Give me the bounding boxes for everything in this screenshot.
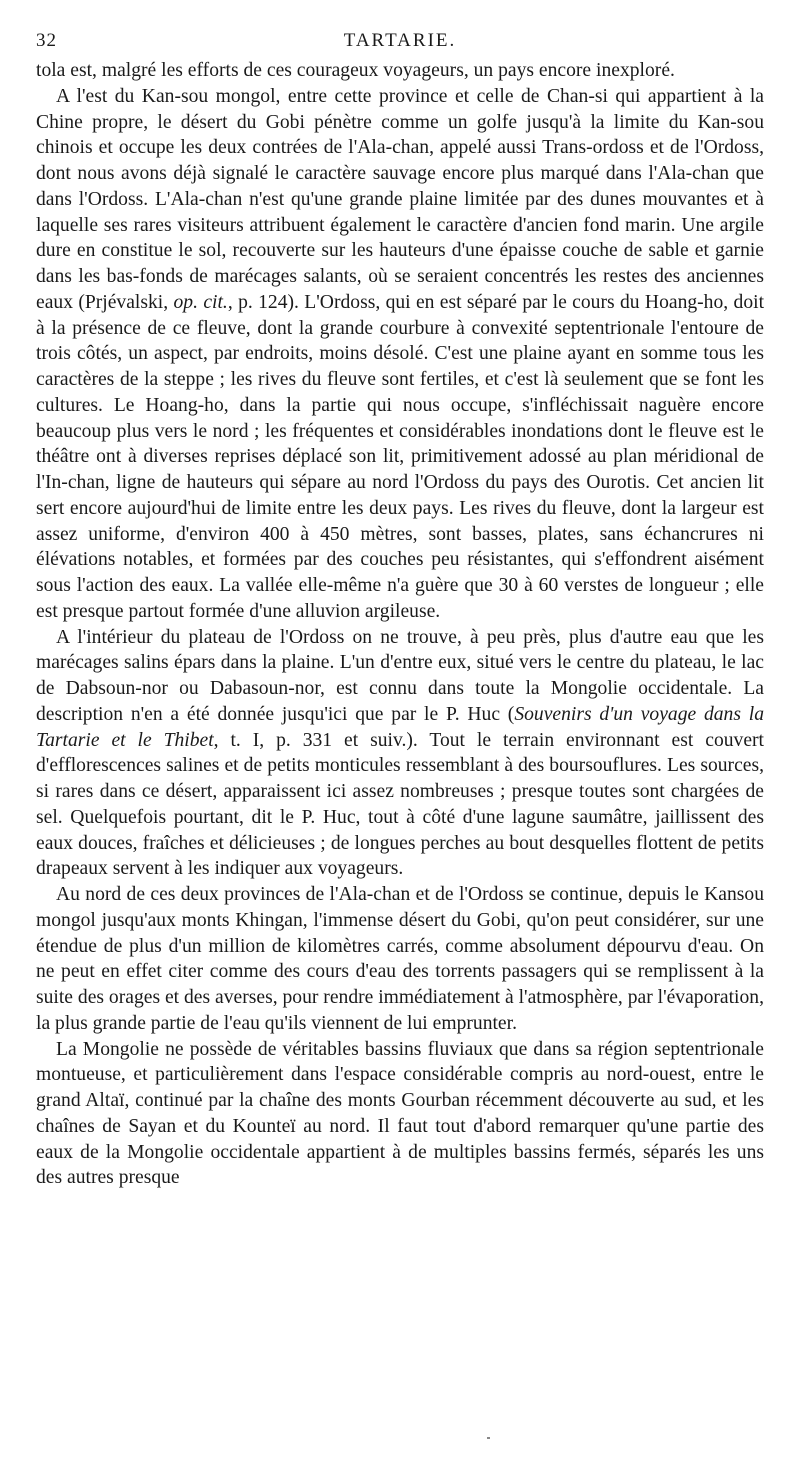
- scan-speck: [487, 1437, 490, 1439]
- paragraph-2-text-b: , p. 124). L'Ordoss, qui en est séparé par le cours du Hoang-ho, doit à la présence de ce fleuve, dont la grande courbure à convexité septentrionale l'entoure de trois côtés, un aspect, par endroits, moins désolé. C'est une plaine ayant en somme tous les caractères de la steppe ; les rives du fleuve sont fertiles, et c'est là seulement que se font les cultures. Le Hoang-ho, dans la partie qui nous occupe, s'infléchissait naguère encore beaucoup plus vers le nord ; les fréquentes et considérables inondations dont le fleuve est le théâtre ont à diverses reprises déplacé son lit, primitivement adossé au plan méridional de l'In-chan, ligne de hauteurs qui sépare au nord l'Ordoss du pays des Ourotis. Cet ancien lit sert encore aujourd'hui de limite entre les deux pays. Les rives du fleuve, dont la largeur est assez uniforme, d'environ 400 à 450 mètres, sont basses, plates, sans échancrures ni élévations notables, et formées par des couches peu résistantes, qui s'effondrent aisément sous l'action des eaux. La vallée elle-même n'a guère que 30 à 60 verstes de longueur ; elle est presque partout formée d'une alluvion argileuse.: [36, 291, 765, 622]
- paragraph-4: [36, 882, 764, 1037]
- paragraph-5: [36, 1037, 764, 1192]
- running-title: TARTARIE.: [343, 30, 457, 51]
- paragraph-2-text-a: A l'est du Kan-sou mongol, entre cette province et celle de Chan-si qui appartient à la Chine propre, le désert du Gobi pénètre comme un golfe jusqu'à la limite du Kan-sou chinois et occupe les deux contrées de l'Ala-chan, appelé aussi Trans-ordoss et de l'Ordoss, dont nous avons déjà signalé le caractère sauvage encore plus marqué dans l'Ala-chan que dans l'Ordoss. L'Ala-chan n'est qu'une grande plaine limitée par des dunes mouvantes et à laquelle ses rares visiteurs attribuent également le caractère d'ancien fond marin. Une argile dure en constitue le sol, recouverte sur les hauteurs d'une épaisse couche de sable et garnie dans les bas-fonds de marécages salants, où se seraient concentrés les restes des anciennes eaux (Prjévalski,: [36, 85, 764, 313]
- paragraph-2-citation-italic: op. cit.: [173, 291, 228, 313]
- paragraph-3-text-a: A l'intérieur du plateau de l'Ordoss on ne trouve, à peu près, plus d'autre eau que les marécages salins épars dans la plaine. L'un d'entre eux, situé vers le centre du plateau, le lac de Dabsoun-nor ou Dabasoun-nor, est connu dans toute la Mongolie occidentale. La description n'en a été donnée jusqu'ici que par le P. Huc (: [36, 626, 764, 725]
- running-head: [36, 28, 764, 58]
- paragraph-3-text-b: , t. I, p. 331 et suiv.). Tout le terrain environnant est couvert d'efflorescences salines et de petits monticules ressemblant à des boursouflures. Les sources, si rares dans ce désert, apparaissent ici assez nombreuses ; presque toutes sont chargées de sel. Quelquefois pourtant, dit le P. Huc, tout à côté d'une lagune saumâtre, jaillissent des eaux douces, fraîches et délicieuses ; de longues perches au bout desquelles flottent de petits drapeaux servent à les indiquer aux voyageurs.: [36, 729, 764, 880]
- paragraph-5-text: La Mongolie ne possède de véritables bassins fluviaux que dans sa région septentrionale montueuse, et particulièrement dans l'espace considérable compris au nord-ouest, entre le grand Altaï, continué par la chaîne des monts Gourban récemment découverte au sud, et les chaînes de Sayan et du Kounteï au nord. Il faut tout d'abord remarquer qu'une partie des eaux de la Mongolie occidentale appartient à de multiples bassins fermés, séparés les uns des autres presque: [36, 1038, 764, 1189]
- book-page: [36, 28, 764, 1191]
- paragraph-4-text: Au nord de ces deux provinces de l'Ala-chan et de l'Ordoss se continue, depuis le Kansou mongol jusqu'aux monts Khingan, l'immense désert du Gobi, qu'on peut considérer, sur une étendue de plus d'un million de kilomètres carrés, comme absolument dépourvu d'eau. On ne peut en effet citer comme des cours d'eau des torrents passagers qui se remplissent à la suite des orages et des averses, pour rendre immédiatement à l'atmosphère, par l'évaporation, la plus grande partie de l'eau qu'ils viennent de lui emprunter.: [36, 884, 764, 1034]
- paragraph-1: [36, 58, 764, 84]
- page-number: 32: [36, 30, 57, 51]
- paragraph-3-book-title-italic: Souvenirs d'un voyage dans la Tartarie et le Thibet: [36, 703, 764, 751]
- paragraph-2: [36, 84, 764, 625]
- body-text: [36, 58, 764, 1191]
- paragraph-1-text: tola est, malgré les efforts de ces courageux voyageurs, un pays encore inexploré.: [36, 60, 675, 81]
- paragraph-3: [36, 625, 764, 883]
